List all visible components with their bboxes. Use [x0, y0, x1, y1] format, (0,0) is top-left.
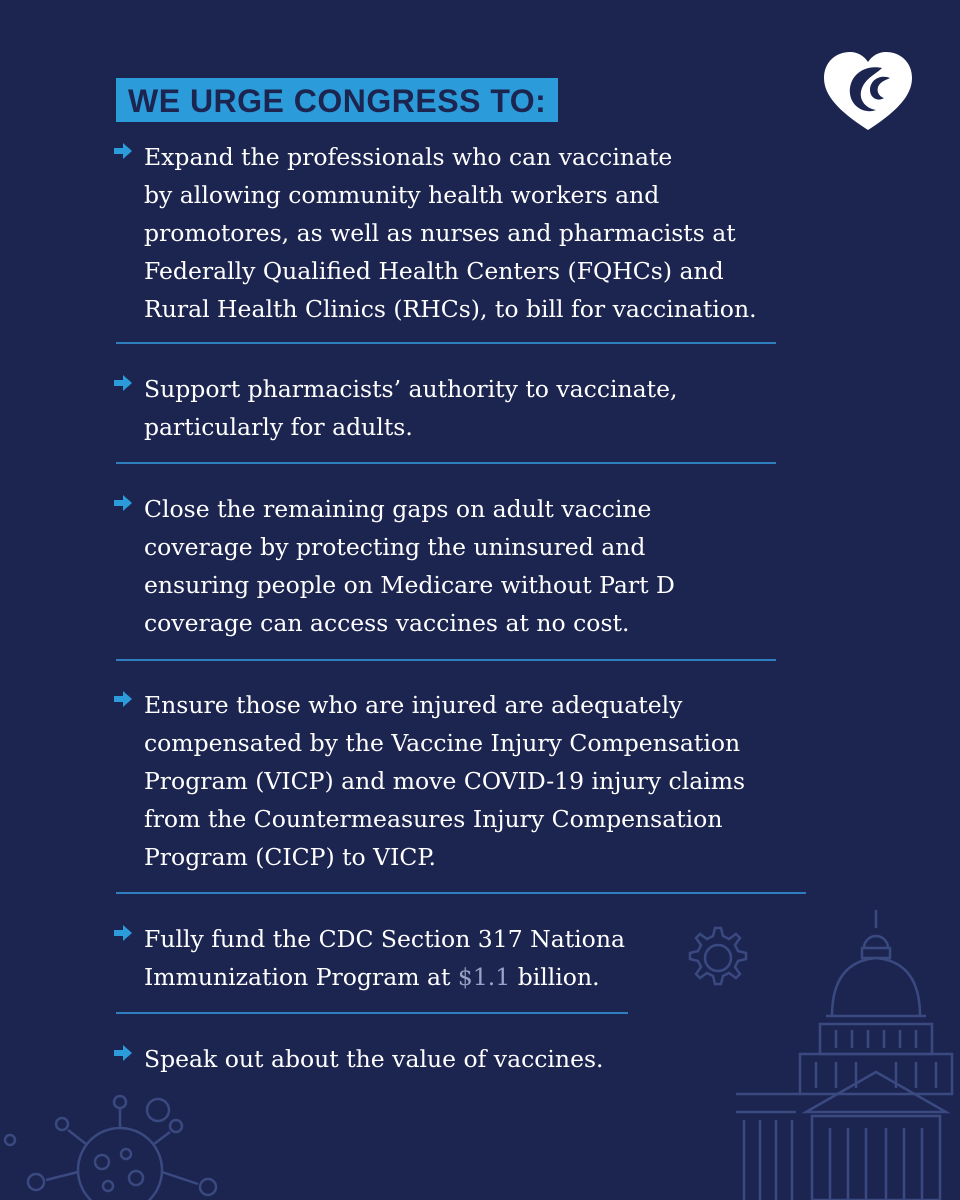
divider: [116, 892, 806, 894]
list-item-text: Close the remaining gaps on adult vaccine coverage by protecting the uninsured and ensuring people on Medicare without Part D coverage can access vaccines at no cost.: [144, 495, 675, 637]
list-item-text: Fully fund the CDC Section 317 Nationa Immunization Program at $1.1 billion.: [144, 925, 625, 991]
capitol-decoration-icon: [736, 906, 960, 1200]
arrow-right-icon: [112, 690, 134, 708]
arrow-right-icon: [112, 142, 134, 160]
divider: [116, 342, 776, 344]
heart-logo-icon: [820, 50, 916, 132]
funding-amount: $1.1: [457, 963, 511, 991]
divider: [116, 659, 776, 661]
list-item-text: Ensure those who are injured are adequately compensated by the Vaccine Injury Compensation Program (VICP) and move COVID-19 injury claims from the Countermeasures Injury Compensation Program (CICP) to VICP.: [144, 691, 746, 871]
divider: [116, 462, 776, 464]
virus-decoration-icon: [0, 1060, 240, 1200]
divider: [116, 1012, 628, 1014]
list-item-text: Speak out about the value of vaccines.: [144, 1045, 604, 1073]
arrow-right-icon: [112, 374, 134, 392]
list-item-text: Expand the professionals who can vaccinate by allowing community health workers and promotores, as well as nurses and pharmacists at Federally Qualified Health Centers (FQHCs) and Rural Health Clinics (RHCs), to bill for vaccination.: [144, 143, 757, 323]
page-title: WE URGE CONGRESS TO:: [116, 78, 558, 122]
arrow-right-icon: [112, 924, 134, 942]
list-item-text: Support pharmacists’ authority to vaccinate, particularly for adults.: [144, 375, 678, 441]
arrow-right-icon: [112, 494, 134, 512]
